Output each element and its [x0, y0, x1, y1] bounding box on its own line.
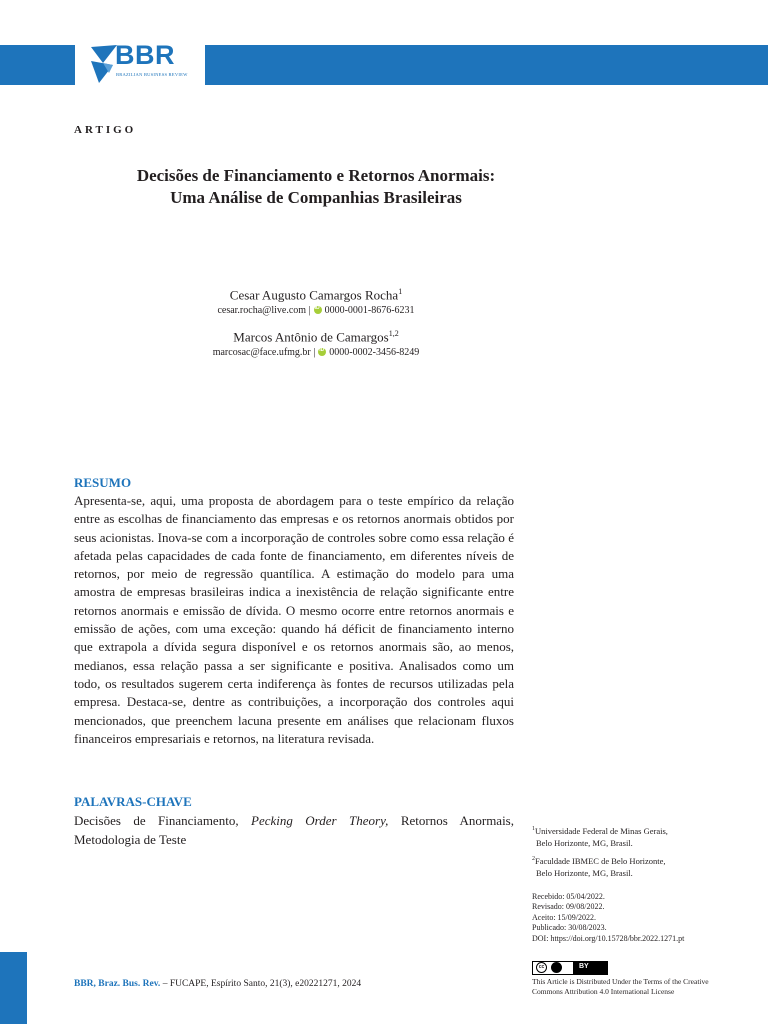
- cc-by-badge[interactable]: [532, 961, 608, 975]
- affiliation-2: [532, 853, 732, 879]
- footer-journal: BBR, Braz. Bus. Rev.: [74, 979, 161, 989]
- logo-text: BBR: [115, 40, 175, 70]
- license-text: [532, 977, 742, 996]
- cc-by-label: BY: [579, 963, 589, 970]
- license-line-1: This Article is Distributed Under the Terms of the Creative: [532, 977, 709, 986]
- keywords-part-2: Pecking Order Theory,: [251, 813, 389, 828]
- keywords-text: [74, 812, 514, 849]
- keywords-part-3: Retornos Anormais, Metodologia de Teste: [74, 813, 514, 847]
- abstract-heading: RESUMO: [74, 475, 132, 490]
- attribution-icon: [551, 962, 562, 973]
- author-orcid[interactable]: 0000-0001-8676-6231: [324, 305, 415, 316]
- cc-badge-right: [573, 962, 607, 974]
- logo-subtitle: BRAZILIAN BUSINESS REVIEW: [116, 72, 188, 77]
- date-revised: Revisado: 09/08/2022.: [532, 902, 605, 912]
- article-dates: [532, 892, 732, 944]
- footer-details: – FUCAPE, Espírito Santo, 21(3), e20221271, 2024: [160, 979, 362, 989]
- license-line-2: Commons Attribution 4.0 International License: [532, 986, 675, 996]
- affiliation-sup: 2: [532, 856, 535, 862]
- orcid-icon: [318, 348, 326, 356]
- doi-link[interactable]: DOI: https://doi.org/10.15728/bbr.2022.1271.pt: [532, 933, 685, 943]
- article-title-line-1: Decisões de Financiamento e Retornos Anormais:: [136, 166, 496, 185]
- keywords-heading: PALAVRAS-CHAVE: [74, 794, 192, 809]
- author-2-contact: [74, 347, 558, 358]
- abstract-text: Apresenta-se, aqui, uma proposta de abordagem para o teste empírico da relação entre as escolhas de financiamento das empresas e os retornos anormais obtidos por seus acionistas. Inova-se com a incorporação de controles sobre como essa relação é afetada pelas capacidades de cada fonte de financiamento, em diferentes níveis de retornos, por meio de regressão quantílica. A estimação do modelo para uma amostra de empresas brasileiras indica a inexistência de relação significante entre retornos anormais e emissão de dívida. O mesmo ocorre entre retornos anormais e emissão de ações, com uma exceção: quando há déficit de financiamento interno que extrapola a dívida segura disponível e os retornos anormais são, ao menos, medianos, essa relação passa a ser significante e positiva. Analisados como um todo, os resultados sugerem certa indiferença às fontes de recursos utilizadas pela empresa. Destaca-se, dentre as contribuições, a incorporação dos controles aqui mencionados, que preenchem lacuna presente em análises que relacionam fluxos financeiros empresariais e retornos, na literatura revisada.: [74, 493, 514, 746]
- author-affiliation-sup: 1: [398, 287, 403, 296]
- date-received: Recebido: 05/04/2022.: [532, 892, 605, 901]
- date-accepted: Aceito: 15/09/2022.: [532, 912, 596, 922]
- author-2-name: [74, 329, 558, 345]
- author-affiliation-sup: 1,2: [388, 329, 399, 338]
- author-email[interactable]: cesar.rocha@live.com |: [217, 305, 311, 316]
- author-name: Cesar Augusto Camargos Rocha: [229, 287, 399, 303]
- author-orcid[interactable]: 0000-0002-3456-8249: [329, 347, 420, 358]
- footer-side-bar: [0, 952, 27, 1024]
- author-email[interactable]: marcosac@face.ufmg.br |: [212, 347, 316, 358]
- affiliation-sup: 1: [532, 826, 535, 832]
- author-1-contact: [74, 305, 558, 316]
- affiliation-line-2: Belo Horizonte, MG, Brasil.: [536, 867, 633, 878]
- affiliation-line-1: Faculdade IBMEC de Belo Horizonte,: [535, 855, 666, 866]
- cc-badge-left: [533, 962, 573, 974]
- affiliation-line-1: Universidade Federal de Minas Gerais,: [535, 825, 668, 836]
- date-published: Publicado: 30/08/2023.: [532, 923, 607, 933]
- author-1-name: [74, 287, 558, 303]
- journal-logo[interactable]: [75, 40, 205, 90]
- author-name: Marcos Antônio de Camargos: [233, 329, 389, 345]
- affiliation-line-2: Belo Horizonte, MG, Brasil.: [536, 837, 633, 848]
- affiliation-1: [532, 823, 732, 849]
- section-tag: ARTIGO: [74, 124, 137, 136]
- article-title-line-2: Uma Análise de Companhias Brasileiras: [170, 188, 462, 207]
- keywords-part-1: Decisões de Financiamento,: [74, 813, 251, 828]
- cc-icon: cc: [536, 962, 547, 973]
- footer-citation: [74, 979, 361, 989]
- orcid-icon: [314, 306, 322, 314]
